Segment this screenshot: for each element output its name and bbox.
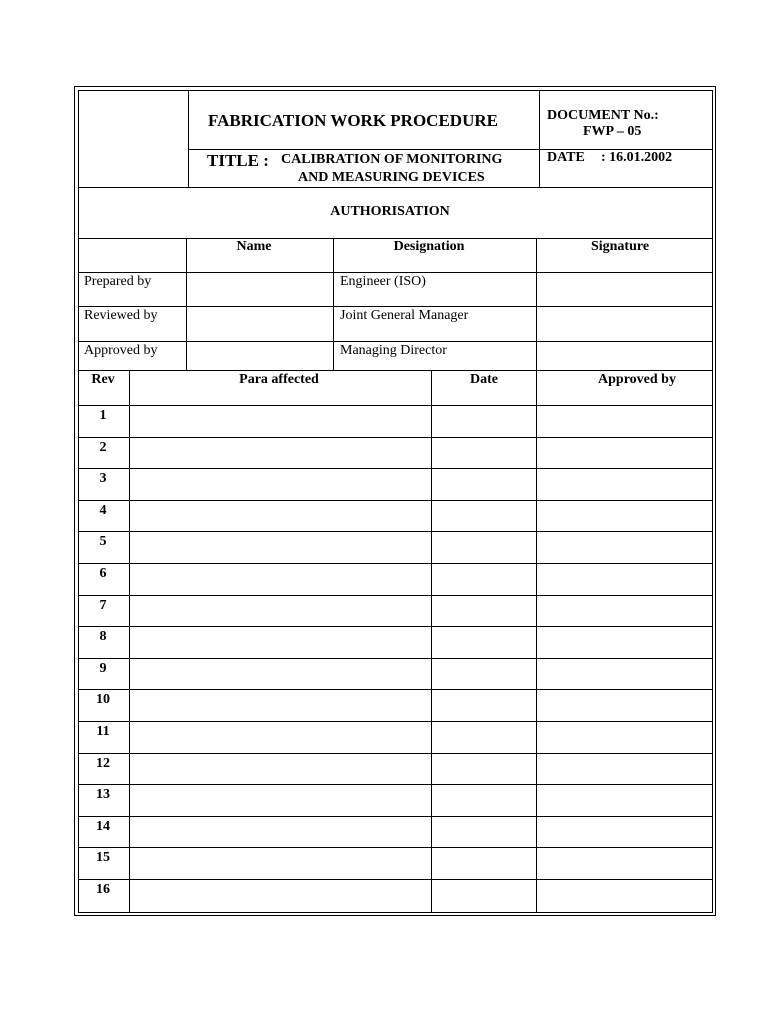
auth-row-rule-2	[78, 306, 713, 307]
revision-row-rule	[78, 658, 713, 659]
revision-number: 4	[99, 502, 107, 518]
header-bottom-rule	[78, 187, 713, 188]
auth-role-approved: Approved by	[84, 343, 158, 358]
revision-number: 13	[96, 787, 110, 803]
revision-number: 5	[99, 534, 107, 550]
auth-column-name: Name	[236, 239, 272, 254]
document-number: FWP – 05	[583, 124, 642, 139]
revision-row-rule	[78, 689, 713, 690]
rev-column-date: Date	[470, 372, 498, 387]
revision-number: 1	[99, 408, 107, 423]
revision-number: 14	[96, 818, 110, 834]
revision-number: 2	[99, 439, 107, 455]
date-label: DATE	[547, 150, 585, 165]
header-divider-left	[188, 90, 189, 187]
revision-number: 11	[96, 724, 110, 739]
revision-row-rule	[78, 405, 713, 406]
auth-row-rule-4	[78, 370, 713, 371]
rev-col-divider-3	[536, 370, 537, 913]
revision-row-rule	[78, 816, 713, 817]
revision-number: 6	[99, 566, 107, 581]
procedure-title: FABRICATION WORK PROCEDURE	[208, 111, 498, 130]
auth-column-designation: Designation	[393, 239, 465, 254]
auth-col-divider-3	[536, 238, 537, 370]
revision-number: 12	[96, 755, 110, 771]
revision-number: 8	[99, 629, 107, 645]
revision-row-rule	[78, 563, 713, 564]
revision-row-rule	[78, 500, 713, 501]
revision-number: 10	[96, 692, 110, 708]
auth-designation-reviewed: Joint General Manager	[340, 308, 469, 323]
revision-row-rule	[78, 784, 713, 785]
revision-row-rule	[78, 721, 713, 722]
auth-row-rule-3	[78, 341, 713, 342]
revision-row-rule	[78, 437, 713, 438]
auth-designation-approved: Managing Director	[340, 343, 447, 358]
authorisation-heading: AUTHORISATION	[330, 204, 450, 219]
revision-number: 9	[99, 660, 107, 676]
rev-col-divider-1	[129, 370, 130, 913]
document-number-label: DOCUMENT No.:	[547, 108, 659, 123]
auth-designation-prepared: Engineer (ISO)	[340, 274, 426, 289]
revision-row-rule	[78, 626, 713, 627]
revision-row-rule	[78, 531, 713, 532]
rev-column-rev: Rev	[91, 372, 115, 387]
auth-col-divider-1	[186, 238, 187, 370]
rev-column-approved: Approved by	[598, 372, 676, 387]
auth-col-divider-2	[333, 238, 334, 370]
revision-row-rule	[78, 847, 713, 848]
revision-number: 3	[99, 471, 107, 487]
title-label: TITLE :	[207, 151, 269, 170]
revision-row-rule	[78, 595, 713, 596]
rev-col-divider-2	[431, 370, 432, 913]
auth-role-prepared: Prepared by	[84, 274, 152, 289]
title-line-1: CALIBRATION OF MONITORING	[281, 152, 503, 167]
auth-role-reviewed: Reviewed by	[84, 308, 158, 323]
revision-number: 15	[96, 850, 110, 866]
revision-row-rule	[78, 468, 713, 469]
rev-column-para: Para affected	[239, 372, 319, 387]
auth-column-signature: Signature	[590, 239, 650, 254]
title-line-2: AND MEASURING DEVICES	[298, 170, 485, 185]
date-value: : 16.01.2002	[601, 150, 673, 165]
revision-number: 7	[99, 597, 107, 613]
header-divider-right	[539, 90, 540, 187]
revision-row-rule	[78, 879, 713, 880]
revision-row-rule	[78, 753, 713, 754]
revision-number: 16	[96, 882, 110, 897]
auth-row-rule-1	[78, 272, 713, 273]
